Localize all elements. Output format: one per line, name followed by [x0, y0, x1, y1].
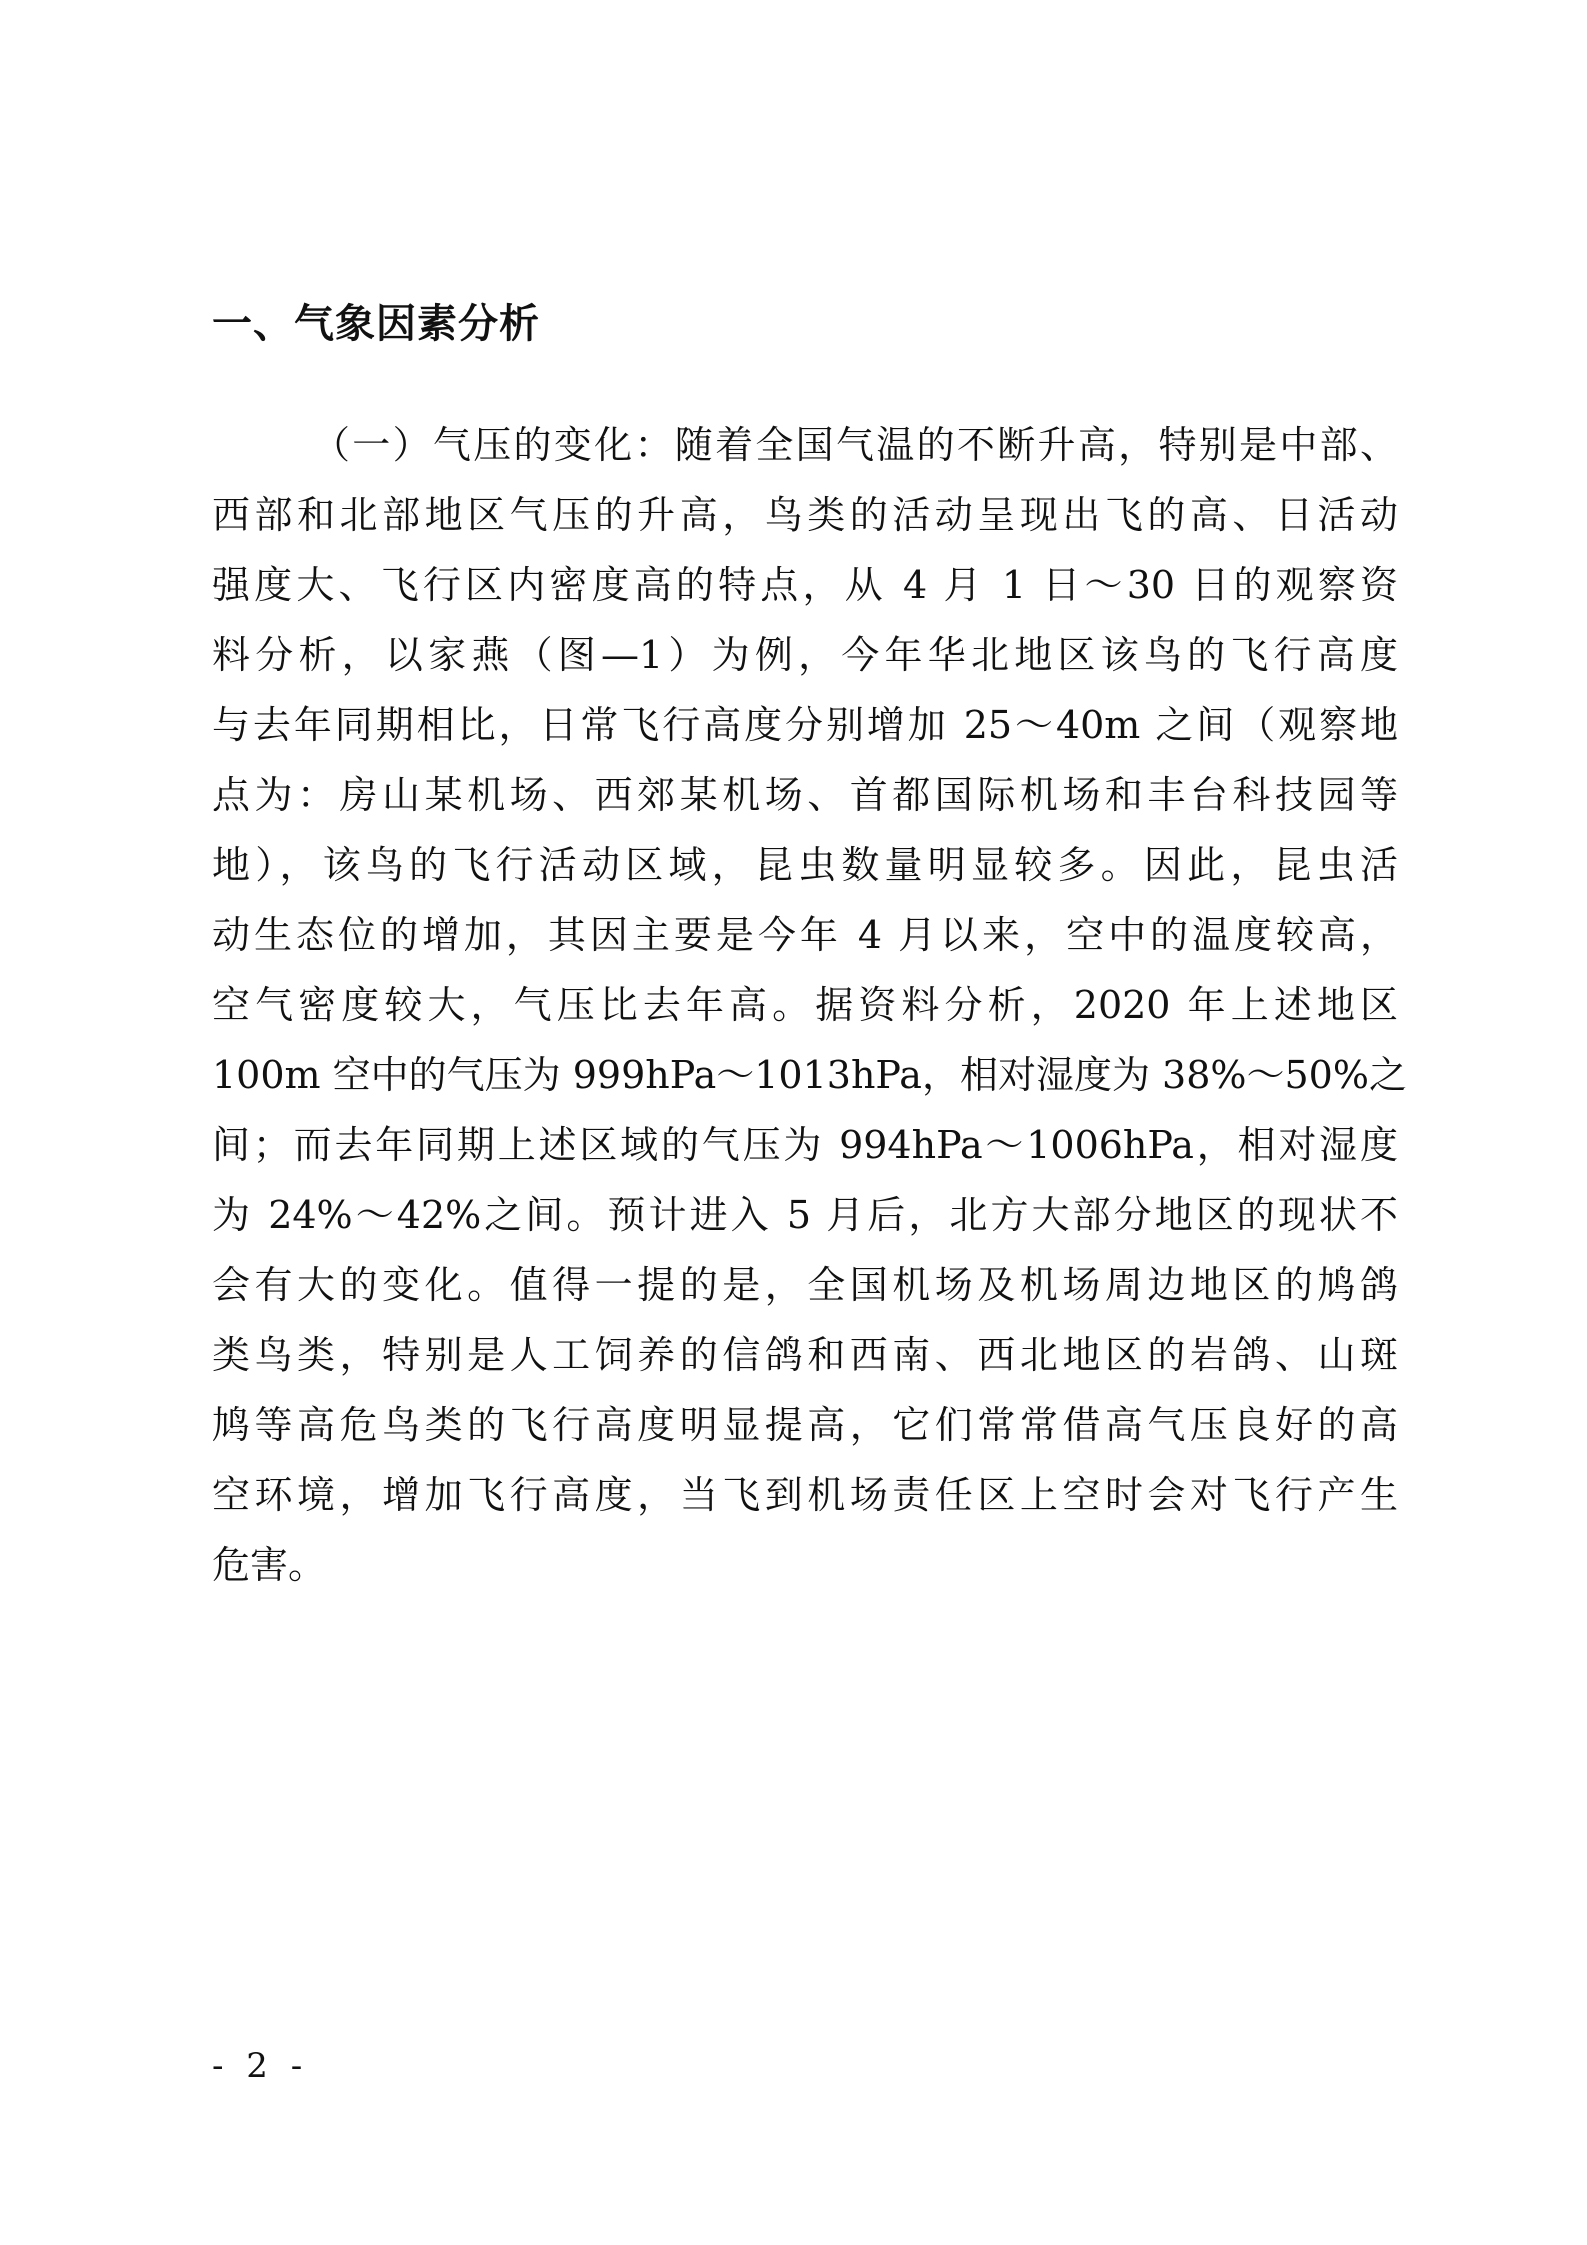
paragraph-line: 类鸟类，特别是人工饲养的信鸽和西南、西北地区的岩鸽、山斑 [212, 1333, 1398, 1377]
paragraph-line: 鸠等高危鸟类的飞行高度明显提高，它们常常借高气压良好的高 [212, 1403, 1398, 1447]
subsection-lead: （一）气压的变化： [312, 423, 675, 467]
paragraph-line: 为 24%～42%之间。预计进入 5 月后，北方大部分地区的现状不 [212, 1193, 1398, 1237]
paragraph-line: 料分析，以家燕（图—1）为例，今年华北地区该鸟的飞行高度 [212, 633, 1398, 677]
section-heading: 一、气象因素分析 [212, 301, 540, 347]
paragraph-line: 与去年同期相比，日常飞行高度分别增加 25～40m 之间（观察地 [212, 703, 1398, 747]
paragraph-line: 100m 空中的气压为 999hPa～1013hPa，相对湿度为 38%～50%之 [212, 1053, 1407, 1097]
paragraph-line: 地），该鸟的飞行活动区域，昆虫数量明显较多。因此，昆虫活 [212, 843, 1398, 887]
paragraph-line: 西部和北部地区气压的升高，鸟类的活动呈现出飞的高、日活动 [212, 493, 1398, 537]
paragraph-line: 强度大、飞行区内密度高的特点，从 4 月 1 日～30 日的观察资 [212, 563, 1398, 607]
page-number: - 2 - [212, 2046, 309, 2086]
paragraph-line: 动生态位的增加，其因主要是今年 4 月以来，空中的温度较高， [212, 913, 1398, 957]
paragraph-line: 间；而去年同期上述区域的气压为 994hPa～1006hPa，相对湿度 [212, 1123, 1398, 1167]
paragraph-line-text: 随着全国气温的不断升高，特别是中部、 [674, 423, 1398, 467]
paragraph-line [212, 410, 1398, 480]
paragraph-line: 空环境，增加飞行高度，当飞到机场责任区上空时会对飞行产生 [212, 1473, 1398, 1517]
paragraph-air-pressure [212, 410, 1407, 1600]
paragraph-line: 点为：房山某机场、西郊某机场、首都国际机场和丰台科技园等 [212, 773, 1398, 817]
paragraph-line: 危害。 [212, 1543, 327, 1587]
paragraph-line: 空气密度较大，气压比去年高。据资料分析，2020 年上述地区 [212, 983, 1398, 1027]
paragraph-line: 会有大的变化。值得一提的是，全国机场及机场周边地区的鸠鸽 [212, 1263, 1398, 1307]
